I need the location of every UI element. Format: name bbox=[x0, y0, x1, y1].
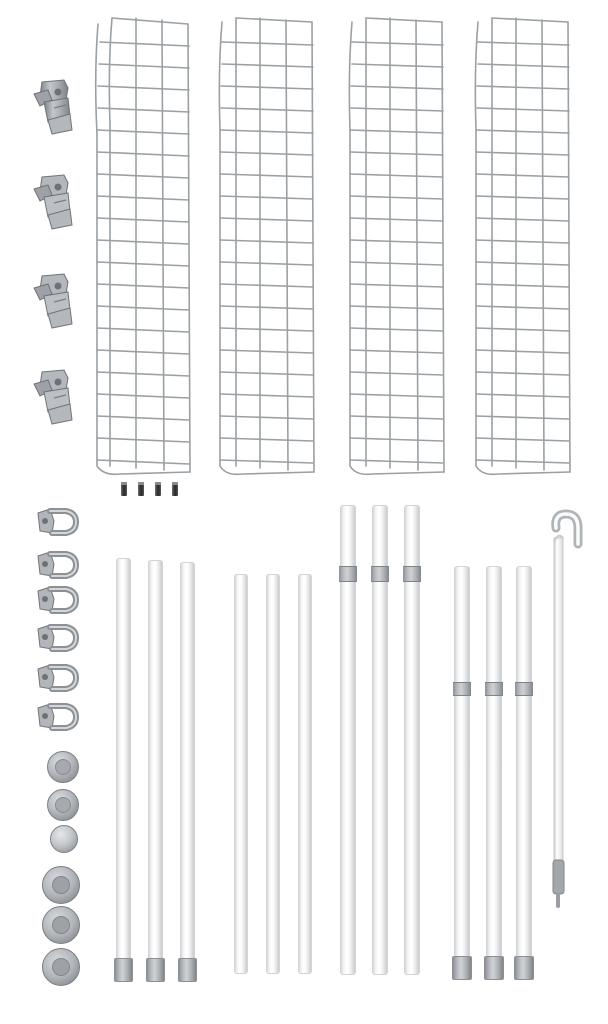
screw-3 bbox=[155, 482, 161, 496]
reach-hook-rod bbox=[534, 508, 598, 923]
mesh-grid-4 bbox=[470, 14, 578, 480]
pole-a3-foot bbox=[178, 958, 197, 982]
hook-bracket-icon bbox=[36, 700, 82, 734]
pole-c3-band bbox=[403, 566, 421, 582]
clamp-icon bbox=[28, 78, 82, 138]
hook-bracket-5 bbox=[36, 661, 82, 700]
pole-d2-band bbox=[485, 682, 503, 696]
pole-d3-band bbox=[515, 682, 533, 696]
end-cap-2-ring bbox=[55, 797, 71, 813]
end-cap-3 bbox=[50, 825, 78, 853]
screw-2 bbox=[138, 482, 144, 496]
mesh-panel-3 bbox=[344, 14, 452, 480]
foot-cap-2-ring bbox=[52, 916, 70, 934]
hook-bracket-icon bbox=[36, 505, 82, 539]
pole-b2 bbox=[266, 574, 280, 974]
pole-b1 bbox=[234, 574, 248, 974]
end-cap-1-ring bbox=[55, 759, 71, 775]
mesh-panel-1 bbox=[90, 14, 198, 480]
hook-bracket-icon bbox=[36, 661, 82, 695]
screw-1 bbox=[121, 482, 127, 496]
hook-bracket-3 bbox=[36, 583, 82, 622]
hook-bracket-4 bbox=[36, 621, 82, 660]
pole-d3 bbox=[516, 566, 532, 960]
pole-d2 bbox=[486, 566, 502, 960]
reach-hook-icon bbox=[534, 508, 598, 918]
screw-4 bbox=[172, 482, 178, 496]
hook-bracket-icon bbox=[36, 583, 82, 617]
pole-c1-band bbox=[339, 566, 357, 582]
pole-a2-foot bbox=[146, 958, 165, 982]
pole-b3 bbox=[298, 574, 312, 974]
hook-bracket-icon bbox=[36, 621, 82, 655]
pole-d1 bbox=[454, 566, 470, 960]
pole-a1 bbox=[116, 558, 131, 962]
clamp-icon bbox=[28, 173, 82, 233]
hook-bracket-2 bbox=[36, 548, 82, 587]
shelf-clamp-1 bbox=[28, 78, 82, 143]
pole-a2 bbox=[148, 560, 163, 962]
mesh-grid-3 bbox=[344, 14, 452, 480]
pole-a1-foot bbox=[114, 958, 133, 982]
mesh-grid-1 bbox=[90, 14, 198, 480]
pole-d1-foot bbox=[452, 956, 472, 980]
clamp-icon bbox=[28, 368, 82, 428]
foot-cap-3-ring bbox=[52, 958, 70, 976]
hook-bracket-1 bbox=[36, 505, 82, 544]
pole-c2-band bbox=[371, 566, 389, 582]
shelf-clamp-2 bbox=[28, 173, 82, 238]
pole-d1-band bbox=[453, 682, 471, 696]
shelf-clamp-4 bbox=[28, 368, 82, 433]
clamp-icon bbox=[28, 272, 82, 332]
mesh-panel-2 bbox=[214, 14, 322, 480]
shelf-clamp-3 bbox=[28, 272, 82, 337]
hook-bracket-icon bbox=[36, 548, 82, 582]
foot-cap-1-ring bbox=[52, 876, 70, 894]
pole-d3-foot bbox=[514, 956, 534, 980]
mesh-panel-4 bbox=[470, 14, 578, 480]
pole-d2-foot bbox=[484, 956, 504, 980]
hook-bracket-6 bbox=[36, 700, 82, 739]
pole-a3 bbox=[180, 562, 195, 962]
mesh-grid-2 bbox=[214, 14, 322, 480]
